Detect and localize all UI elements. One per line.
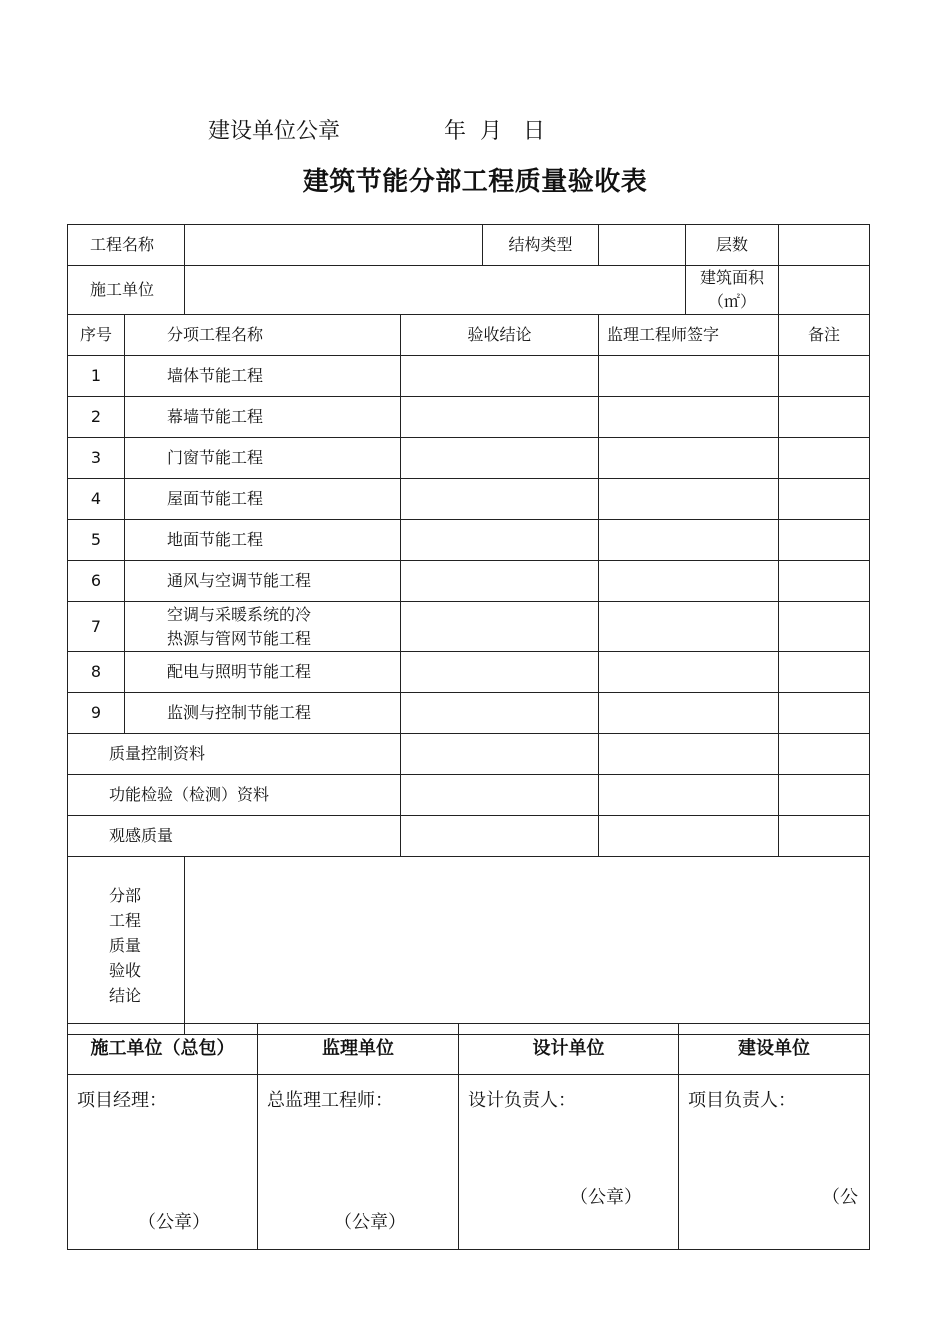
row-seq: 9 [68, 693, 125, 734]
seal-label: （公章） [138, 1212, 210, 1233]
row-conclusion[interactable] [401, 693, 599, 734]
row-conclusion[interactable] [401, 652, 599, 693]
summary-label: 功能检验（检测）资料 [68, 775, 401, 816]
table-row [68, 479, 870, 520]
summary-row [68, 816, 870, 857]
constructor-label: 施工单位 [68, 266, 185, 315]
conclusion-value[interactable] [185, 857, 870, 1035]
acceptance-table [67, 224, 870, 1035]
row-seq: 6 [68, 561, 125, 602]
table-row [68, 397, 870, 438]
design-unit-header: 设计单位 [459, 1024, 679, 1075]
constructor-unit-header: 施工单位（总包） [68, 1024, 258, 1075]
row-remark[interactable] [779, 520, 870, 561]
seal-label: （公 [822, 1187, 858, 1208]
signature-body-row [68, 1075, 870, 1250]
table-row [68, 561, 870, 602]
signature-header-row [68, 1024, 870, 1075]
row-engineer-sign[interactable] [599, 652, 779, 693]
row-item-name: 监测与控制节能工程 [125, 693, 401, 734]
supervision-unit-header: 监理单位 [258, 1024, 459, 1075]
project-name-value[interactable] [185, 225, 483, 266]
summary-conclusion[interactable] [401, 816, 599, 857]
col-conclusion: 验收结论 [401, 315, 599, 356]
row-seq: 2 [68, 397, 125, 438]
row-remark[interactable] [779, 652, 870, 693]
row-remark[interactable] [779, 693, 870, 734]
summary-remark[interactable] [779, 734, 870, 775]
conclusion-label-line: 质量 [109, 936, 142, 955]
row-engineer-sign[interactable] [599, 356, 779, 397]
constructor-sign-cell[interactable] [68, 1075, 258, 1250]
row-remark[interactable] [779, 561, 870, 602]
row-conclusion[interactable] [401, 602, 599, 652]
summary-engineer-sign[interactable] [599, 734, 779, 775]
conclusion-label-line: 验收 [109, 961, 142, 980]
info-row-2 [68, 266, 870, 315]
row-remark[interactable] [779, 356, 870, 397]
col-seq: 序号 [68, 315, 125, 356]
structure-type-value[interactable] [599, 225, 686, 266]
project-manager-label: 项目经理： [77, 1090, 167, 1111]
row-conclusion[interactable] [401, 356, 599, 397]
col-engineer-sign: 监理工程师签字 [599, 315, 779, 356]
row-engineer-sign[interactable] [599, 479, 779, 520]
row-item-name [125, 602, 401, 652]
row-engineer-sign[interactable] [599, 561, 779, 602]
constructor-value[interactable] [185, 266, 686, 315]
row-conclusion[interactable] [401, 397, 599, 438]
project-lead-label: 项目负责人： [688, 1090, 796, 1111]
row-conclusion[interactable] [401, 561, 599, 602]
owner-unit-header: 建设单位 [679, 1024, 870, 1075]
design-lead-label: 设计负责人： [468, 1090, 576, 1111]
floors-label: 层数 [686, 225, 779, 266]
summary-engineer-sign[interactable] [599, 816, 779, 857]
date-label: 年 月 日 [444, 119, 545, 144]
conclusion-label-line: 工程 [109, 911, 142, 930]
summary-label: 质量控制资料 [68, 734, 401, 775]
row-item-name-line: 热源与管网节能工程 [167, 628, 312, 648]
row-item-name: 屋面节能工程 [125, 479, 401, 520]
signature-table [67, 1023, 870, 1250]
row-engineer-sign[interactable] [599, 397, 779, 438]
design-sign-cell[interactable] [459, 1075, 679, 1250]
project-name-label: 工程名称 [68, 225, 185, 266]
row-remark[interactable] [779, 479, 870, 520]
row-seq: 1 [68, 356, 125, 397]
row-remark[interactable] [779, 438, 870, 479]
row-engineer-sign[interactable] [599, 520, 779, 561]
summary-label: 观感质量 [68, 816, 401, 857]
row-seq: 7 [68, 602, 125, 652]
row-seq: 5 [68, 520, 125, 561]
table-row [68, 602, 870, 652]
row-conclusion[interactable] [401, 520, 599, 561]
conclusion-label-line: 分部 [109, 886, 142, 905]
conclusion-label-line: 结论 [109, 986, 142, 1005]
row-remark[interactable] [779, 602, 870, 652]
row-engineer-sign[interactable] [599, 438, 779, 479]
col-item-name: 分项工程名称 [125, 315, 401, 356]
summary-remark[interactable] [779, 775, 870, 816]
table-row [68, 356, 870, 397]
table-row [68, 520, 870, 561]
area-value[interactable] [779, 266, 870, 315]
row-item-name: 地面节能工程 [125, 520, 401, 561]
table-row [68, 693, 870, 734]
row-remark[interactable] [779, 397, 870, 438]
column-header-row [68, 315, 870, 356]
structure-type-label: 结构类型 [483, 225, 599, 266]
info-row-1 [68, 225, 870, 266]
seal-label: （公章） [334, 1212, 406, 1233]
conclusion-row [68, 857, 870, 1035]
summary-conclusion[interactable] [401, 775, 599, 816]
seal-label: 建设单位公章 [208, 119, 341, 144]
col-remark: 备注 [779, 315, 870, 356]
table-row [68, 438, 870, 479]
supervision-sign-cell[interactable] [258, 1075, 459, 1250]
row-engineer-sign[interactable] [599, 693, 779, 734]
summary-row [68, 734, 870, 775]
floors-value[interactable] [779, 225, 870, 266]
page-title: 建筑节能分部工程质量验收表 [302, 167, 648, 197]
row-seq: 3 [68, 438, 125, 479]
row-item-name-line: 空调与采暖系统的冷 [167, 604, 312, 624]
row-item-name: 配电与照明节能工程 [125, 652, 401, 693]
summary-engineer-sign[interactable] [599, 775, 779, 816]
row-item-name: 墙体节能工程 [125, 356, 401, 397]
chief-engineer-label: 总监理工程师： [267, 1090, 393, 1111]
row-item-name: 通风与空调节能工程 [125, 561, 401, 602]
row-engineer-sign[interactable] [599, 602, 779, 652]
row-seq: 4 [68, 479, 125, 520]
summary-conclusion[interactable] [401, 734, 599, 775]
row-seq: 8 [68, 652, 125, 693]
seal-label: （公章） [570, 1187, 642, 1208]
conclusion-label [68, 857, 185, 1035]
summary-remark[interactable] [779, 816, 870, 857]
area-label: 建筑面积（㎡） [686, 266, 779, 315]
owner-sign-cell[interactable] [679, 1075, 870, 1250]
row-item-name: 幕墙节能工程 [125, 397, 401, 438]
row-item-name: 门窗节能工程 [125, 438, 401, 479]
table-row [68, 652, 870, 693]
row-conclusion[interactable] [401, 438, 599, 479]
header-line [0, 116, 950, 148]
row-conclusion[interactable] [401, 479, 599, 520]
summary-row [68, 775, 870, 816]
